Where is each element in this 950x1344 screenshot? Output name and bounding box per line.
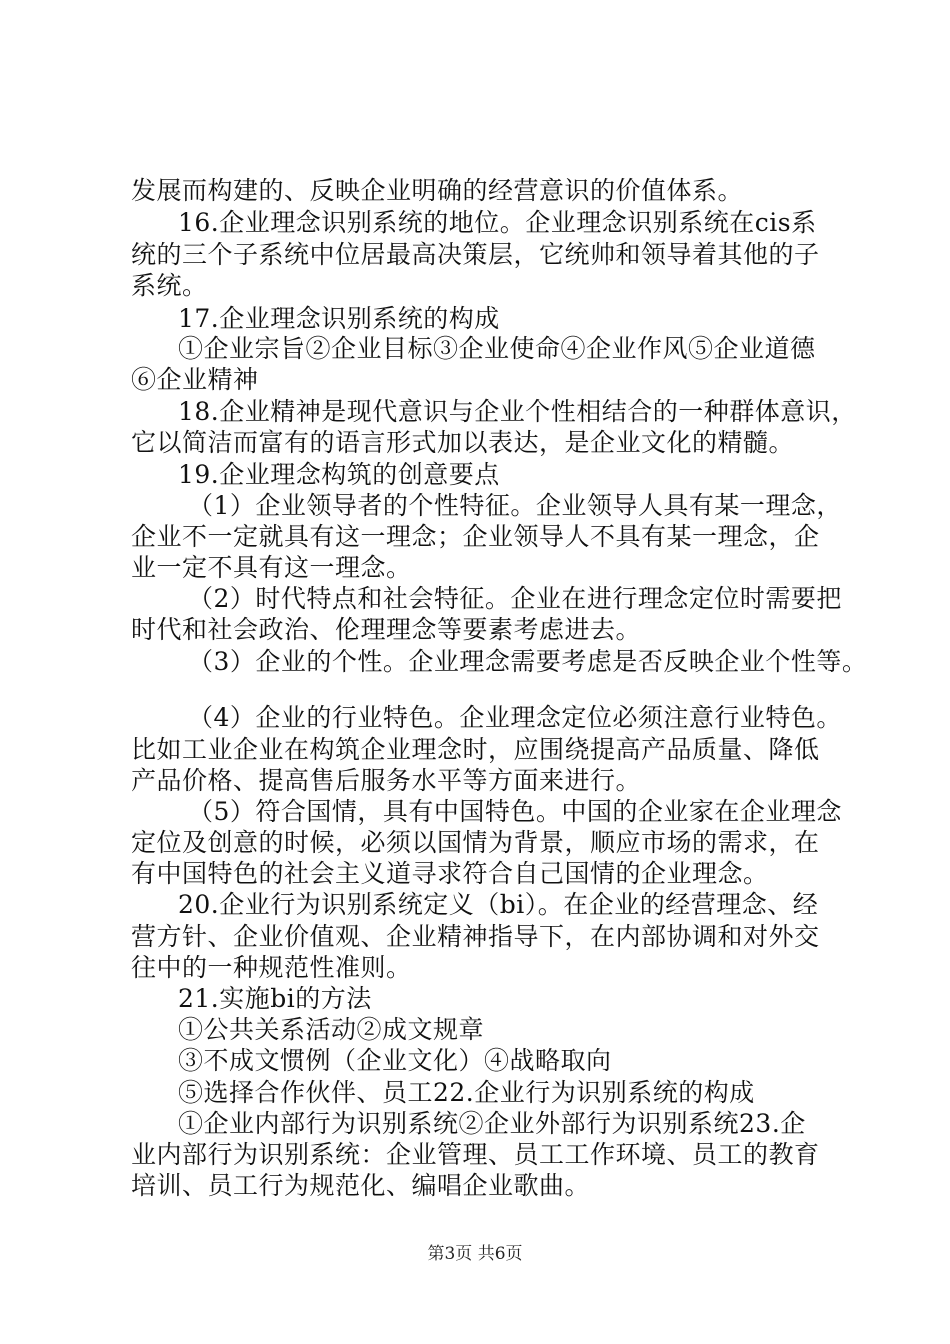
paragraph-line: 发展而构建的、反映企业明确的经营意识的价值体系。 <box>131 176 744 205</box>
paragraph-line: 它以简洁而富有的语言形式加以表达，是企业文化的精髓。 <box>131 428 795 457</box>
paragraph-line: 16.企业理念识别系统的地位。企业理念识别系统在cis系 <box>178 208 817 237</box>
paragraph-line: 21.实施bi的方法 <box>178 984 372 1013</box>
paragraph-line: 往中的一种规范性准则。 <box>131 953 412 982</box>
paragraph-line: 系统。 <box>131 271 208 300</box>
paragraph-line: 业内部行为识别系统：企业管理、员工工作环境、员工的教育 <box>131 1140 820 1169</box>
page-number-footer: 第3页 共6页 <box>427 1244 523 1264</box>
paragraph-line: 20.企业行为识别系统定义（bi）。在企业的经营理念、经 <box>178 890 819 919</box>
paragraph-line: 培训、员工行为规范化、编唱企业歌曲。 <box>131 1171 591 1200</box>
paragraph-line: ①企业宗旨②企业目标③企业使命④企业作风⑤企业道德 <box>178 334 816 363</box>
paragraph-line: 业一定不具有这一理念。 <box>131 553 412 582</box>
paragraph-line: 产品价格、提高售后服务水平等方面来进行。 <box>131 766 642 795</box>
paragraph-line: 统的三个子系统中位居最高决策层，它统帅和领导着其他的子 <box>131 240 820 269</box>
paragraph-line: 有中国特色的社会主义道寻求符合自己国情的企业理念。 <box>131 859 769 888</box>
paragraph-line: 时代和社会政治、伦理理念等要素考虑进去。 <box>131 615 642 644</box>
paragraph-line: （3）企业的个性。企业理念需要考虑是否反映企业个性等。 <box>188 647 868 676</box>
paragraph-line: 19.企业理念构筑的创意要点 <box>178 460 500 489</box>
paragraph-line: （5）符合国情，具有中国特色。中国的企业家在企业理念 <box>188 797 842 826</box>
paragraph-line: ⑤选择合作伙伴、员工22.企业行为识别系统的构成 <box>178 1078 755 1107</box>
paragraph-line: 企业不一定就具有这一理念；企业领导人不具有某一理念，企 <box>131 522 820 551</box>
paragraph-line: ①公共关系活动②成文规章 <box>178 1015 485 1044</box>
paragraph-line: 17.企业理念识别系统的构成 <box>178 304 500 333</box>
paragraph-line: 定位及创意的时候，必须以国情为背景，顺应市场的需求，在 <box>131 828 820 857</box>
paragraph-line: ③不成文惯例（企业文化）④战略取向 <box>178 1046 612 1075</box>
paragraph-line: （1）企业领导者的个性特征。企业领导人具有某一理念， <box>188 491 842 520</box>
paragraph-line: ①企业内部行为识别系统②企业外部行为识别系统23.企 <box>178 1109 806 1138</box>
paragraph-line: 比如工业企业在构筑企业理念时，应围绕提高产品质量、降低 <box>131 735 820 764</box>
paragraph-line: 营方针、企业价值观、企业精神指导下，在内部协调和对外交 <box>131 922 820 951</box>
paragraph-line: （4）企业的行业特色。企业理念定位必须注意行业特色。 <box>188 703 842 732</box>
paragraph-line: ⑥企业精神 <box>131 365 259 394</box>
paragraph-line: （2）时代特点和社会特征。企业在进行理念定位时需要把 <box>188 584 842 613</box>
paragraph-line: 18.企业精神是现代意识与企业个性相结合的一种群体意识， <box>178 397 857 426</box>
